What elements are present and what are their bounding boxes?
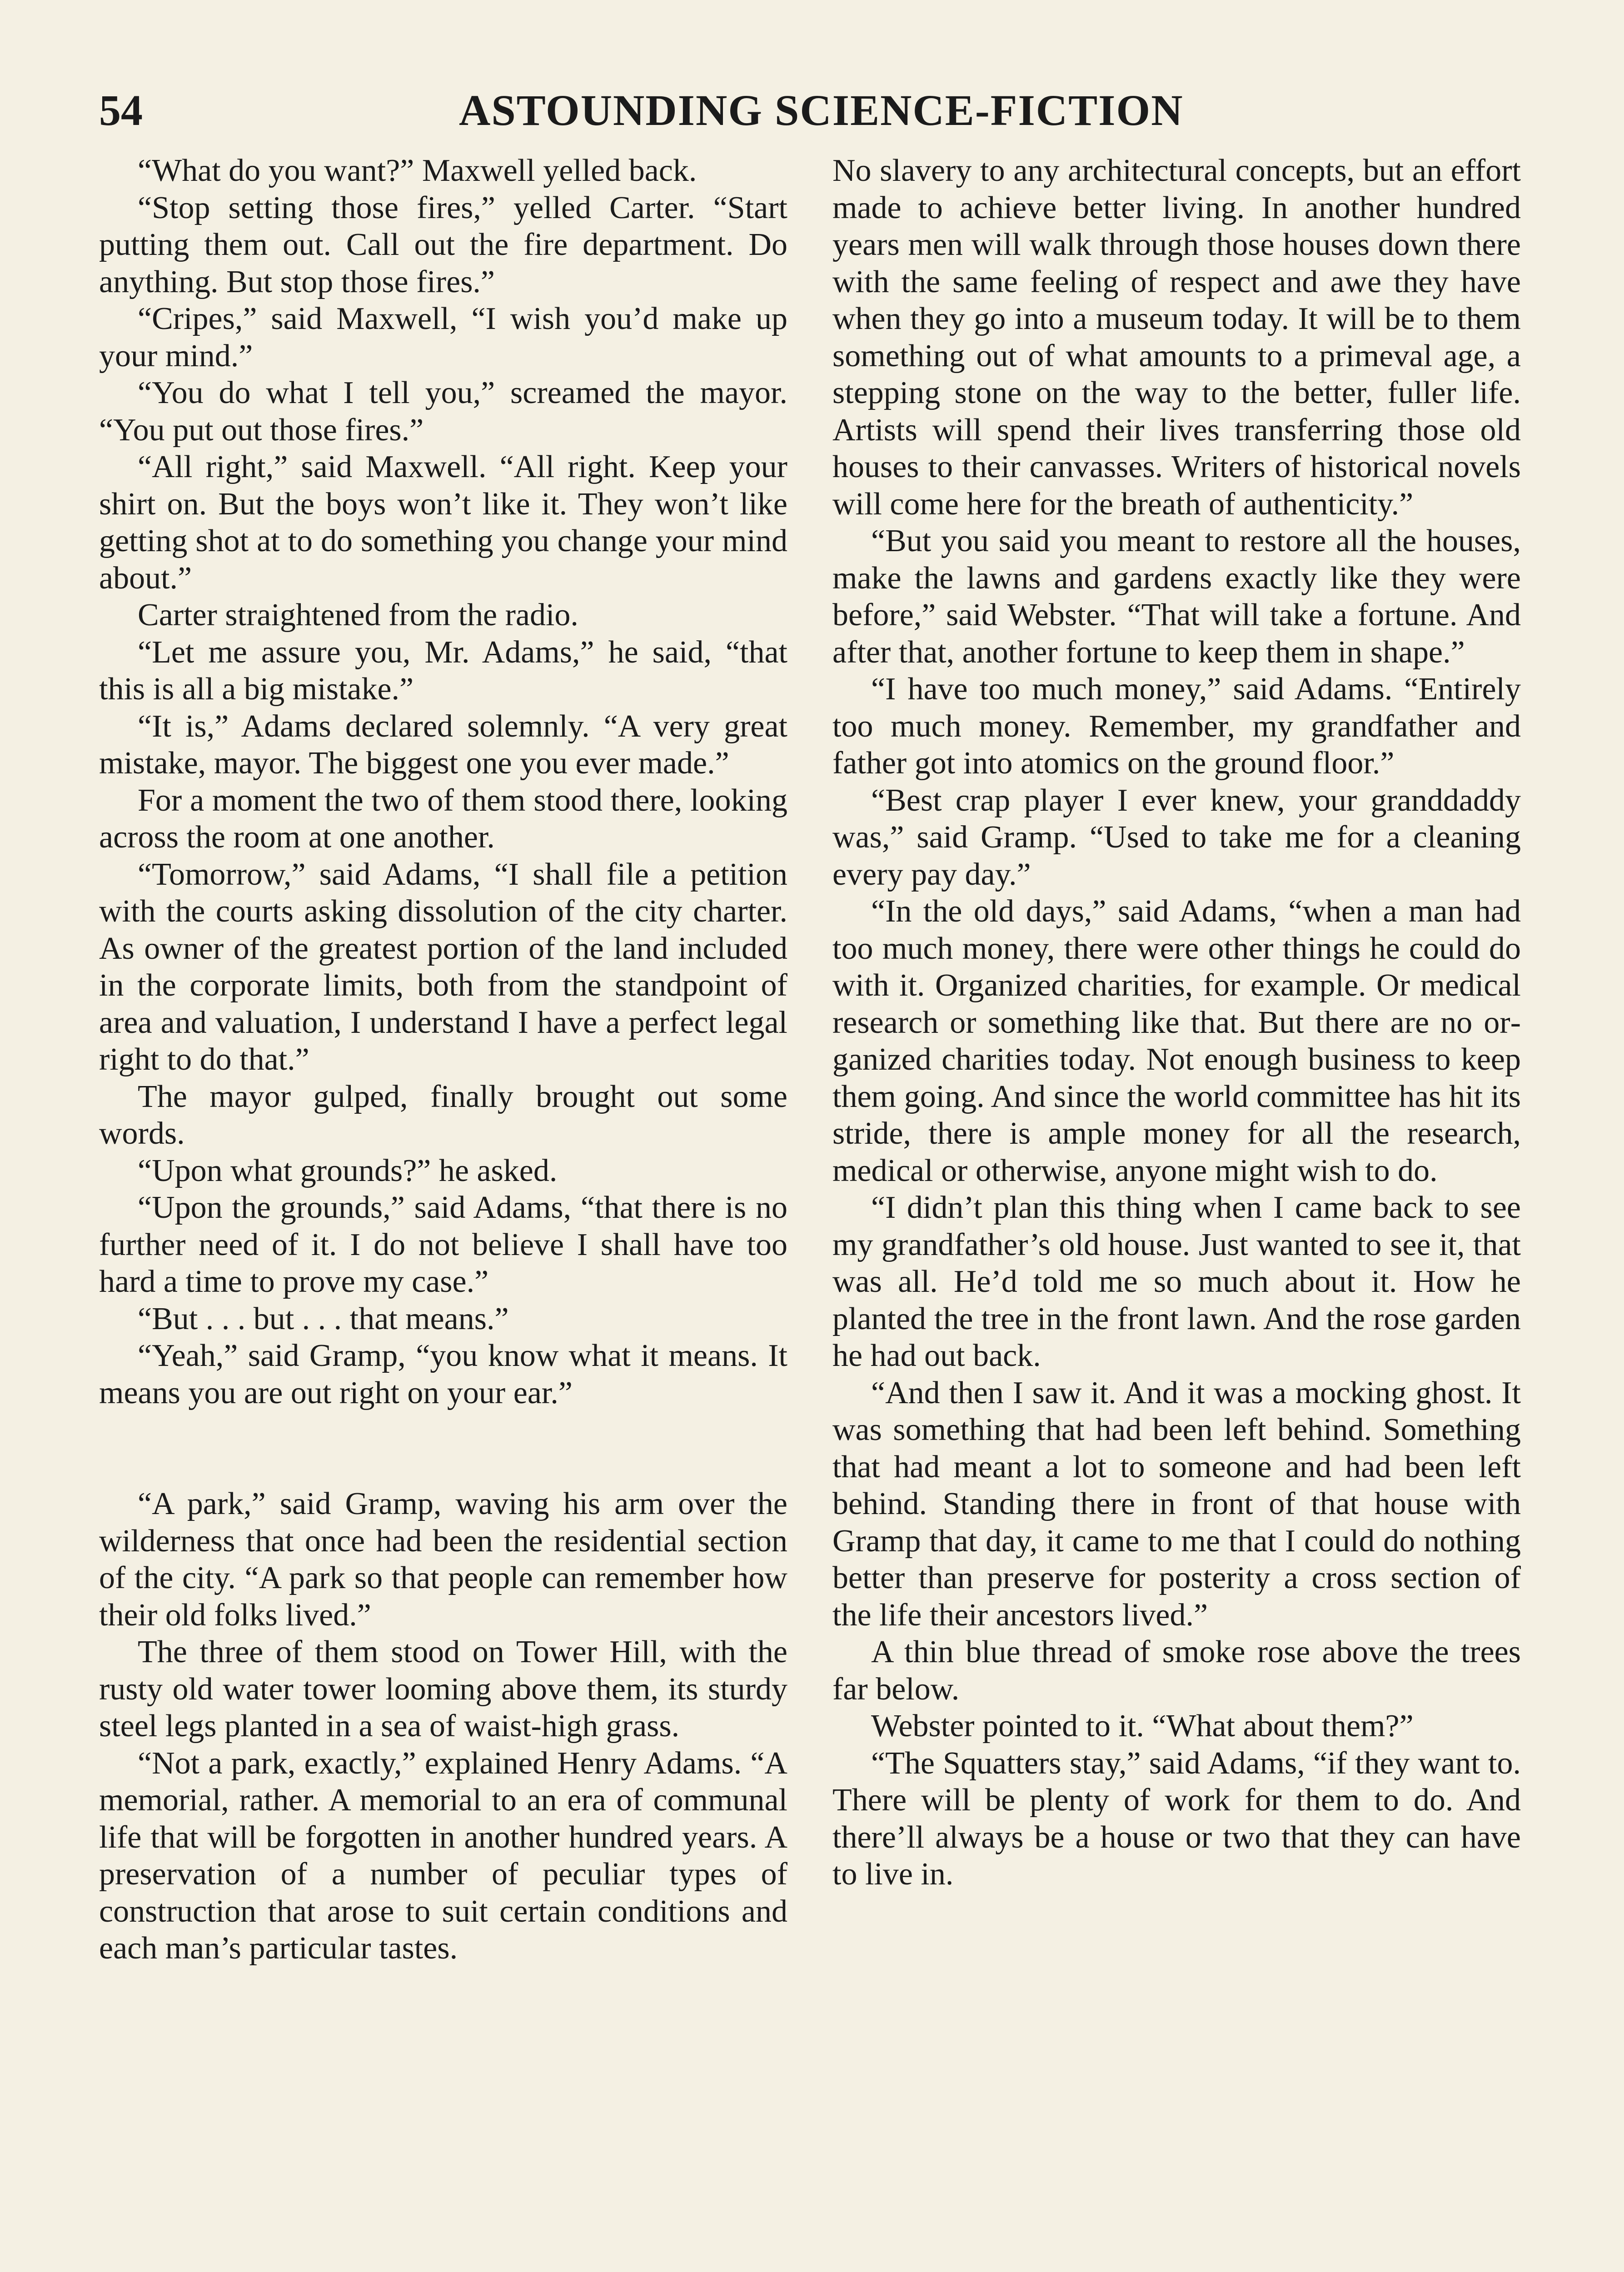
paragraph: “I have too much money,” said Adams. “Entirely too much money. Remember, my grandfather and father got into atomics on the ground floor.” — [832, 672, 1521, 781]
paragraph: “All right,” said Maxwell. “All right. Keep your shirt on. But the boys won’t like it. They won’t like getting shot at to do something you change your mind about.” — [99, 449, 787, 596]
paragraph: “In the old days,” said Adams, “when a man had too much money, there were other things he could do with it. Organized charities, for example. Or medical research or something like that. But there are no organized charities today. Not enough business to keep them going. And since the world committee has hit its stride, there is ample money for all the research, medical or otherwise, anyone might wish to do. — [832, 894, 1521, 1188]
paragraph: “Yeah,” said Gramp, “you know what it means. It means you are out right on your ear.” — [99, 1338, 787, 1410]
paragraph: “Cripes,” said Maxwell, “I wish you’d make up your mind.” — [99, 301, 787, 374]
paragraph: “What do you want?” Maxwell yelled back. — [138, 153, 697, 188]
section-break — [99, 1411, 787, 1485]
paragraph: Carter straightened from the radio. — [138, 598, 578, 633]
paragraph: “Let me assure you, Mr. Adams,” he said, “that this is all a big mistake.” — [99, 634, 787, 707]
paragraph: “It is,” Adams declared solemnly. “A very great mistake, mayor. The biggest one you ever made.” — [99, 708, 787, 781]
paragraph: “But you said you meant to restore all the houses, make the lawns and gardens exactly like they were before,” said Webster. “That will take a fortune. And after that, another fortune to keep them in shape.” — [832, 523, 1521, 670]
paragraph: “You do what I tell you,” screamed the mayor. “You put out those fires.” — [99, 375, 787, 448]
paragraph: “I didn’t plan this thing when I came back to see my grandfather’s old house. Just wanted to see it, that was all. He’d told me so much about it. How he planted the tree in the front lawn. And the rose garden he had out back. — [832, 1190, 1521, 1373]
paragraph: The three of them stood on Tower Hill, with the rusty old water tower looming above them, its sturdy steel legs planted in a sea of waist-high grass. — [99, 1634, 787, 1744]
running-head: ASTOUNDING SCIENCE-FICTION — [459, 86, 1184, 135]
paragraph: “The Squatters stay,” said Adams, “if they want to. There will be plenty of work for them to do. And there’ll always be a house or two that they can have to live in. — [832, 1745, 1521, 1892]
paragraph: A thin blue thread of smoke rose above the trees far below. — [832, 1634, 1521, 1707]
paragraph: “Upon what grounds?” he asked. — [138, 1153, 558, 1188]
paragraph: “But . . . but . . . that means.” — [138, 1301, 509, 1336]
paragraph: For a moment the two of them stood there, looking across the room at one another. — [99, 782, 787, 855]
paragraph: “And then I saw it. And it was a mocking ghost. It was something that had been left behind. Something that had meant a lot to someone and had been left behind. Standing there in front of that house with Gramp that day, it came to me that I could do nothing better than preserve for posterity a cross section of the life their ancestors lived.” — [832, 1375, 1521, 1633]
paragraph: The mayor gulped, finally brought out some words. — [99, 1079, 787, 1151]
paragraph: “Not a park, exactly,” explained Henry Adams. “A memorial, rather. A memorial to an era of communal life that will be forgotten in another hundred years. A preservation of a number of peculiar types of construction that arose to suit certain conditions and each man’s particular tastes. — [99, 1745, 787, 1966]
paragraph: “A park,” said Gramp, waving his arm over the wilderness that once had been the residential section of the city. “A park so that people can remember how their old folks lived.” — [99, 1486, 787, 1633]
paragraph: “Upon the grounds,” said Adams, “that there is no further need of it. I do not believe I shall have too hard a time to prove my case.” — [99, 1190, 787, 1299]
paragraph: “Stop setting those fires,” yelled Carter. “Start putting them out. Call out the fire department. Do anything. But stop those fires.” — [99, 190, 787, 299]
left-column — [99, 152, 787, 1967]
paragraph: Webster pointed to it. “What about them?” — [871, 1709, 1414, 1744]
paragraph: “Tomorrow,” said Adams, “I shall file a petition with the courts asking dissolution of the city charter. As owner of the greatest portion of the land included in the corporate limits, both from the standpoint of area and valuation, I understand I have a perfect legal right to do that.” — [99, 857, 787, 1077]
paragraph: No slavery to any architectural concepts, but an effort made to achieve better living. In another hundred years men will walk through those houses down there with the same feeling of respect and awe they have when they go into a museum today. It will be to them something out of what amounts to a primeval age, a stepping stone on the way to the better, fuller life. Artists will spend their lives transferring those old houses to their canvasses. Writers of historical novels will come here for the breath of authenticity.” — [832, 153, 1521, 522]
paragraph: “Best crap player I ever knew, your granddaddy was,” said Gramp. “Used to take me for a cleaning every pay day.” — [832, 782, 1521, 892]
right-column — [832, 152, 1521, 1893]
page-number: 54 — [99, 86, 143, 135]
